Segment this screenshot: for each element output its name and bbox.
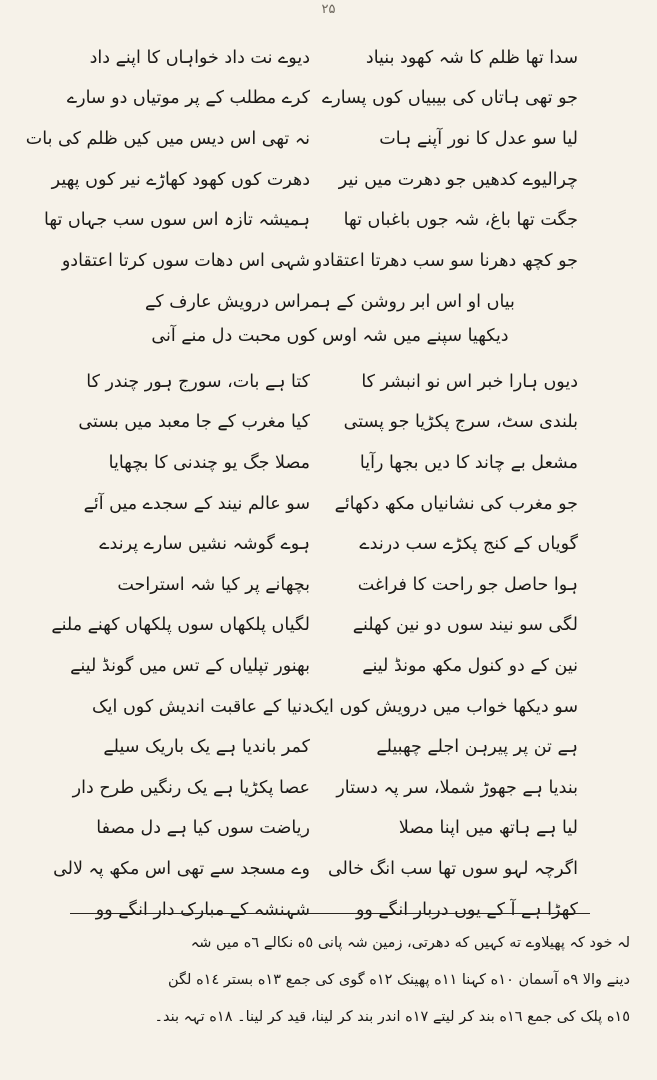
couplet-row bbox=[61, 241, 578, 282]
misra-right: گویاں کے کنج پکڑے سب درندے bbox=[359, 534, 578, 555]
couplet-row bbox=[78, 403, 578, 444]
couplet-row bbox=[44, 200, 578, 241]
misra-right: دیوں ہارا خبر اس نو انبشر کا bbox=[361, 371, 578, 392]
misra-right: ہے تن پر پیرہن اجلے چھبیلے bbox=[376, 737, 578, 758]
misra-left: کمر باندیا ہے یک باریک سیلے bbox=[103, 737, 310, 758]
misra-left: کرے مطلب کے پر موتیاں دو سارے bbox=[66, 88, 310, 109]
misra-right: جو تھی ہاتاں کی بیبیاں کوں پسارے bbox=[322, 88, 578, 109]
misra-right: بلندی سٹ، سرج پکڑیا جو پستی bbox=[343, 412, 578, 433]
couplet-row bbox=[78, 809, 578, 850]
couplet-row bbox=[51, 606, 578, 647]
couplet-row bbox=[78, 727, 578, 768]
center-verse-line-2: دیکھیا سپنے میں شہ اوس کوں محبت دل منے آنی bbox=[151, 326, 509, 346]
couplet-row bbox=[72, 768, 578, 809]
couplet-row bbox=[78, 565, 578, 606]
misra-right: چرالیوے کدھیں جو دھرت میں نیر bbox=[338, 169, 578, 190]
center-verse-line-1: بیاں او اس ابر روشن کے ہمراس درویش عارف کے bbox=[145, 292, 515, 312]
misra-left: بچھانے پر کیا شہ استراحت bbox=[117, 574, 310, 595]
footnote-line: لہ خود کہ پھیلاوے ته کہیں که دھرتی، زمین شہ پانی ٥ه نکالے ٦ه میں شہ bbox=[190, 934, 630, 951]
misra-left: وے مسجد سے تھی اس مکھ پہ لالی bbox=[53, 858, 310, 879]
misra-left: ریاضت سوں کیا ہے دل مصفا bbox=[96, 818, 310, 839]
misra-right: جو کچھ دھرنا سو سب دھرتا اعتقادو bbox=[313, 250, 578, 271]
bottom-couplets bbox=[51, 362, 578, 930]
misra-right: سو دیکھا خواب میں درویش کوں ایک bbox=[308, 696, 578, 717]
couplet-row bbox=[78, 484, 578, 525]
misra-left: نہ تھی اس دیس میں کیں ظلم کی بات bbox=[25, 128, 310, 149]
misra-left: دھرت کوں کھود کھاڑے نیر کوں پھیر bbox=[51, 169, 310, 190]
couplet-row bbox=[51, 160, 578, 201]
misra-right: لیا سو عدل کا نور آپنے ہات bbox=[379, 128, 578, 149]
misra-right: سدا تھا ظلم کا شہ کھود بنیاد bbox=[365, 47, 578, 68]
couplet-row bbox=[53, 849, 578, 890]
misra-left: دنیا کے عاقبت اندیش کوں ایک bbox=[92, 696, 310, 717]
couplet-row bbox=[66, 79, 578, 120]
misra-left: دیوے نت داد خواہاں کا اپنے داد bbox=[89, 47, 310, 68]
misra-left: شہنشہ کے مبارک دار انگے وو bbox=[95, 899, 310, 920]
misra-left: مصلا جگ یو چندنی کا بچھایا bbox=[108, 452, 310, 473]
misra-left: کیا مغرب کے جا معبد میں بستی bbox=[78, 412, 310, 433]
couplet-row bbox=[78, 687, 578, 728]
misra-right: جگت تھا باغ، شہ جوں باغباں تھا bbox=[343, 210, 578, 231]
misra-left: ہمیشہ تازہ اس سوں سب جہاں تھا bbox=[44, 210, 310, 231]
misra-right: لگی سو نیند سوں دو نین کھلنے bbox=[352, 615, 578, 636]
footnote-divider bbox=[70, 913, 590, 914]
misra-left: ہوے گوشہ نشیں سارے پرندے bbox=[99, 534, 310, 555]
misra-left: کتا ہے بات، سورج ہور چندر کا bbox=[86, 371, 310, 392]
footnote-line: دینے والا ٩ه آسمان ١٠ه کہنا ١١ه پھینک ١٢ه گوی کی جمع ١٣ه بستر ١٤ه لگن bbox=[168, 971, 630, 988]
misra-right: لیا ہے ہاتھ میں اپنا مصلا bbox=[398, 818, 578, 839]
misra-right: مشعل بے چاند کا دیں بجھا رآیا bbox=[359, 452, 578, 473]
misra-right: جو مغرب کی نشانیاں مکھ دکھائے bbox=[334, 493, 578, 514]
misra-left: سو عالم نیند کے سجدے میں آئے bbox=[83, 493, 310, 514]
footnotes bbox=[55, 924, 630, 1035]
misra-left: بھنور تپلیاں کے تس میں گونڈ لینے bbox=[70, 655, 310, 676]
couplet-row bbox=[78, 38, 578, 79]
couplet-row bbox=[25, 119, 578, 160]
couplet-row bbox=[78, 443, 578, 484]
footnote-line: ١٥ه پلک کی جمع ١٦ه بند کر لیتے ١٧ه اندر بند کر لینا، قید کر لینا۔ ١٨ه تہہ بند۔ bbox=[154, 1008, 630, 1025]
misra-right: ہوا حاصل جو راحت کا فراغت bbox=[357, 574, 578, 595]
misra-right: بندیا ہے جھوڑ شملا، سر پہ دستار bbox=[336, 777, 578, 798]
misra-left: لگیاں پلکھاں سوں پلکھاں کھنے ملنے bbox=[51, 615, 310, 636]
couplet-row bbox=[70, 646, 578, 687]
misra-right: نین کے دو کنول مکھ مونڈ لینے bbox=[362, 655, 578, 676]
page-number: ۲۵ bbox=[321, 2, 336, 17]
misra-right: کھڑا ہے آ کے یوں دربار انگے وو bbox=[355, 899, 578, 920]
top-couplets bbox=[25, 38, 578, 282]
misra-left: شہی اس دھات سوں کرتا اعتقادو bbox=[61, 250, 310, 271]
couplet-row bbox=[78, 362, 578, 403]
couplet-row bbox=[78, 524, 578, 565]
misra-left: عصا پکڑیا ہے یک رنگیں طرح دار bbox=[72, 777, 310, 798]
misra-right: اگرچہ لہو سوں تھا سب انگ خالی bbox=[327, 858, 578, 879]
